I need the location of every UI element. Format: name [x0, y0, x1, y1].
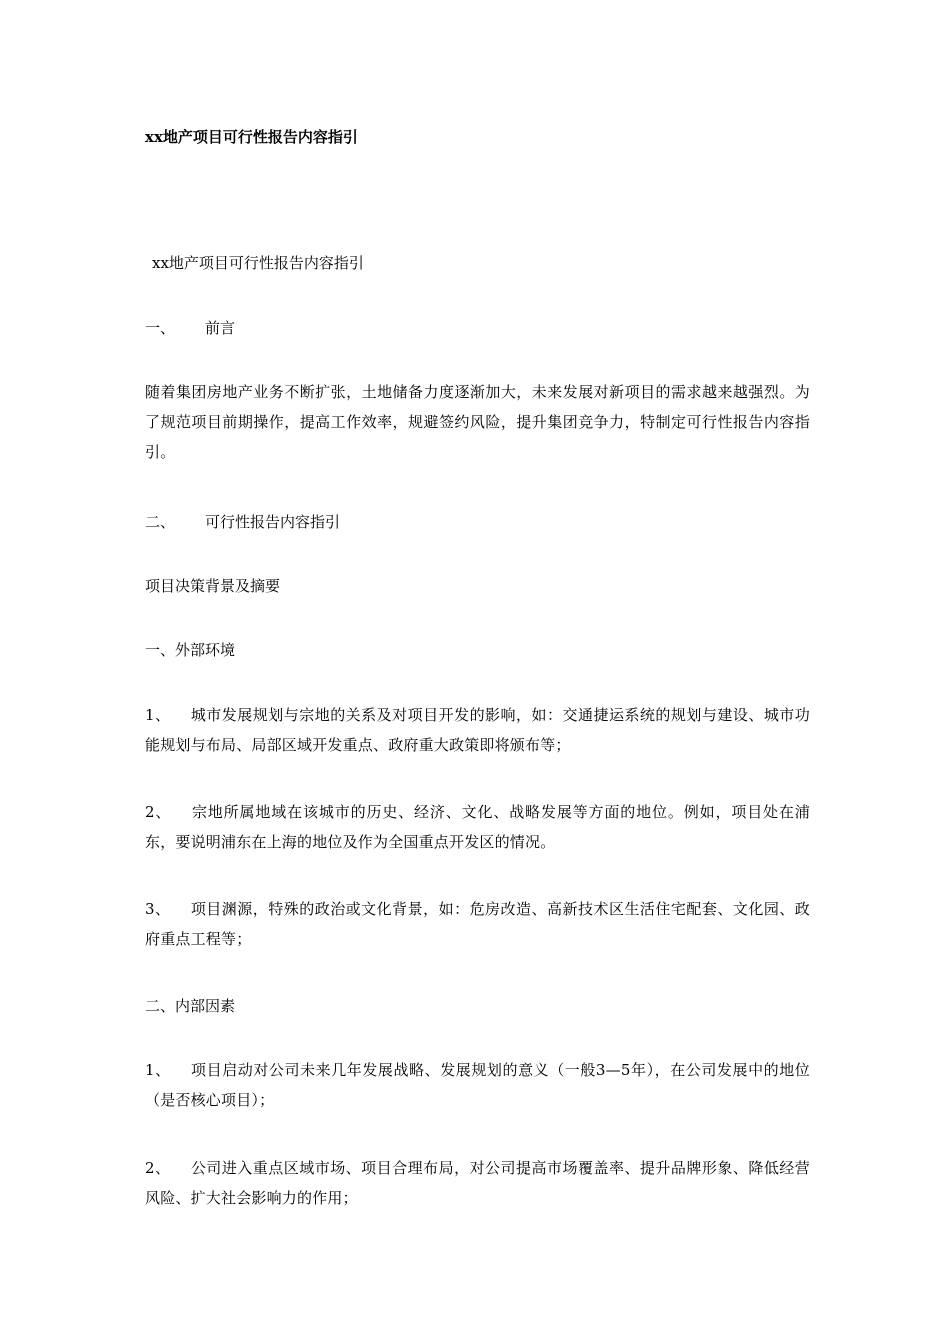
document-title: xx地产项目可行性报告内容指引	[145, 128, 358, 146]
list-item-number: 3、	[145, 900, 171, 918]
list-item-text: 城市发展规划与宗地的关系及对项目开发的影响，如：交通捷运系统的规划与建设、城市功能规划与布局、局部区域开发重点、政府重大政策即将颁布等；	[145, 706, 810, 754]
external-item-3	[145, 894, 810, 954]
section-2-heading	[145, 507, 810, 537]
section-1-heading	[145, 313, 810, 343]
list-item-text: 项目渊源，特殊的政治或文化背景，如：危房改造、高新技术区生活住宅配套、文化园、政府重点工程等；	[145, 900, 810, 948]
summary-heading: 项目决策背景及摘要	[145, 577, 281, 595]
section-1-number: 一、	[145, 319, 176, 337]
internal-item-1	[145, 1055, 810, 1115]
internal-item-2	[145, 1153, 810, 1213]
list-item-number: 2、	[145, 1159, 171, 1177]
internal-heading: 二、内部因素	[145, 997, 236, 1015]
external-heading: 一、外部环境	[145, 641, 236, 659]
intro-paragraph: 随着集团房地产业务不断扩张，土地储备力度逐渐加大，未来发展对新项目的需求越来越强烈。为了规范项目前期操作，提高工作效率，规避签约风险，提升集团竞争力，特制定可行性报告内容指引。	[145, 383, 810, 461]
list-item-text: 宗地所属地域在该城市的历史、经济、文化、战略发展等方面的地位。例如，项目处在浦东，要说明浦东在上海的地位及作为全国重点开发区的情况。	[145, 803, 810, 851]
section-2-title: 可行性报告内容指引	[205, 513, 341, 531]
list-item-text: 项目启动对公司未来几年发展战略、发展规划的意义（一般3—5年），在公司发展中的地位（是否核心项目）；	[145, 1061, 810, 1109]
list-item-number: 2、	[145, 803, 172, 821]
document-subtitle: xx地产项目可行性报告内容指引	[152, 254, 364, 272]
external-item-1	[145, 700, 810, 760]
section-2-number: 二、	[145, 513, 176, 531]
list-item-number: 1、	[145, 1061, 171, 1079]
list-item-number: 1、	[145, 706, 171, 724]
section-1-title: 前言	[205, 319, 236, 337]
external-item-2	[145, 797, 810, 857]
list-item-text: 公司进入重点区域市场、项目合理布局，对公司提高市场覆盖率、提升品牌形象、降低经营风险、扩大社会影响力的作用；	[145, 1159, 810, 1207]
